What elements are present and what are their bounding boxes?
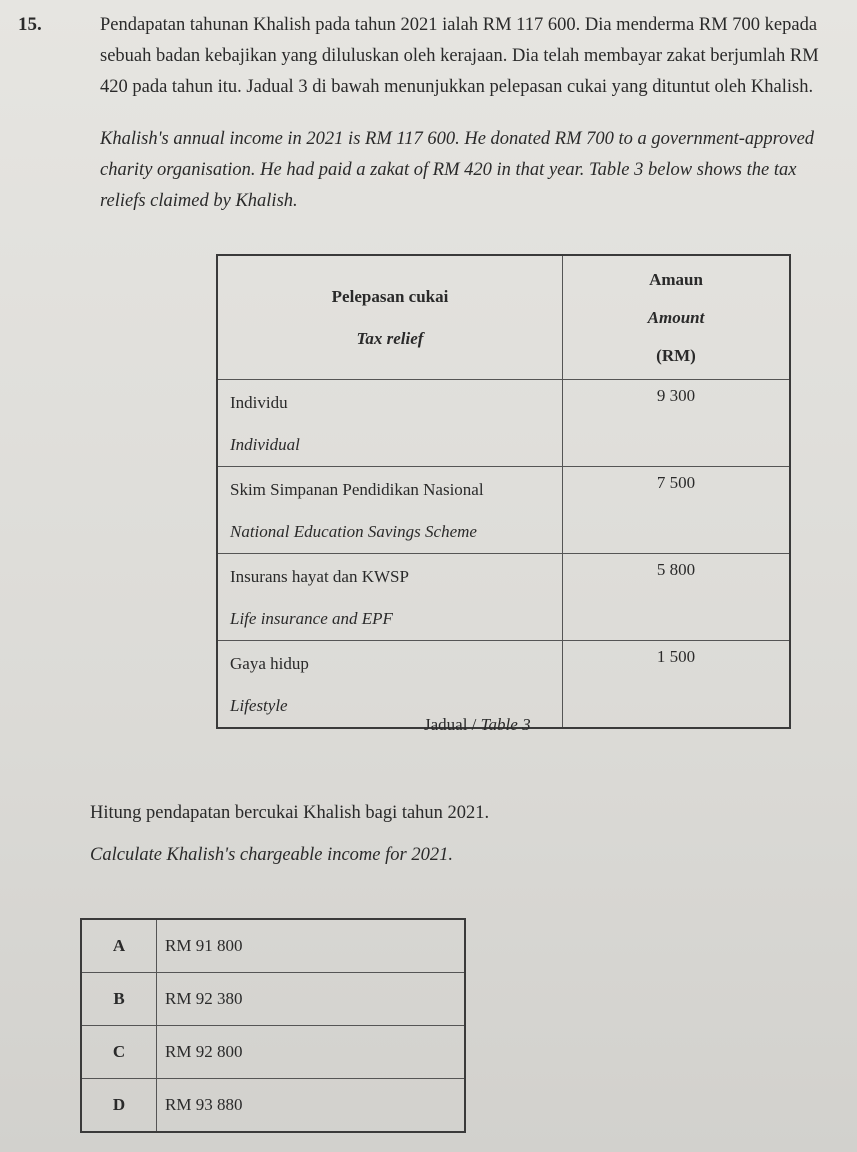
relief-item (217, 467, 563, 554)
intro-malay-line: Pendapatan tahunan Khalish pada tahun 2021 ialah RM 117 600. Dia menderma RM 700 kepada (100, 15, 818, 35)
intro-english-line: charity organisation. He had paid a zakat of RM 420 in that year. Table 3 below shows the tax (100, 160, 797, 180)
table-caption-en: Table 3 (480, 715, 531, 734)
table-row (217, 380, 790, 467)
intro-malay (100, 10, 857, 103)
answer-option[interactable] (81, 1079, 465, 1133)
question-number: 15. (18, 14, 42, 35)
option-text: RM 93 880 (157, 1079, 466, 1133)
option-text: RM 91 800 (157, 919, 466, 973)
header-amount-unit: (RM) (656, 345, 696, 365)
question-malay: Hitung pendapatan bercukai Khalish bagi tahun 2021. (90, 803, 490, 823)
relief-item-ms: Insurans hayat dan KWSP (230, 567, 409, 586)
answer-option[interactable] (81, 1026, 465, 1079)
header-tax-relief-ms: Pelepasan cukai (331, 286, 449, 306)
relief-item (217, 380, 563, 467)
answer-options-table (80, 918, 466, 1133)
relief-item-ms: Individu (230, 393, 288, 412)
table-header-row (217, 255, 790, 380)
option-text: RM 92 800 (157, 1026, 466, 1079)
header-amount (563, 255, 791, 380)
intro-english (100, 124, 857, 217)
relief-amount: 5 800 (563, 554, 791, 641)
header-tax-relief-en: Tax relief (356, 328, 424, 348)
relief-item-en: Life insurance and EPF (230, 609, 393, 628)
table-row (217, 467, 790, 554)
relief-item-en: National Education Savings Scheme (230, 522, 477, 541)
intro-english-line: reliefs claimed by Khalish. (100, 191, 298, 211)
table-row (217, 554, 790, 641)
question-english: Calculate Khalish's chargeable income for 2021. (90, 845, 453, 865)
option-text: RM 92 380 (157, 973, 466, 1026)
option-letter: B (81, 973, 157, 1026)
relief-item (217, 554, 563, 641)
table-caption-ms: Jadual / (424, 715, 481, 734)
tax-relief-table (216, 254, 791, 729)
relief-item-ms: Skim Simpanan Pendidikan Nasional (230, 480, 484, 499)
option-letter: D (81, 1079, 157, 1133)
table-caption (424, 715, 531, 735)
answer-option[interactable] (81, 919, 465, 973)
relief-amount: 9 300 (563, 380, 791, 467)
answer-option[interactable] (81, 973, 465, 1026)
option-letter: C (81, 1026, 157, 1079)
relief-amount: 7 500 (563, 467, 791, 554)
relief-item-en: Individual (230, 435, 300, 454)
intro-malay-line: sebuah badan kebajikan yang diluluskan oleh kerajaan. Dia telah membayar zakat berjumlah RM (100, 46, 819, 66)
option-letter: A (81, 919, 157, 973)
intro-english-line: Khalish's annual income in 2021 is RM 117 600. He donated RM 700 to a government-approved (100, 129, 815, 149)
relief-item-ms: Gaya hidup (230, 654, 309, 673)
relief-amount: 1 500 (563, 641, 791, 729)
header-amount-ms: Amaun (649, 269, 703, 289)
relief-item-en: Lifestyle (230, 696, 288, 715)
header-amount-en: Amount (647, 307, 705, 327)
header-tax-relief (217, 255, 563, 380)
intro-malay-line: 420 pada tahun itu. Jadual 3 di bawah menunjukkan pelepasan cukai yang dituntut oleh Khalish. (100, 77, 814, 97)
